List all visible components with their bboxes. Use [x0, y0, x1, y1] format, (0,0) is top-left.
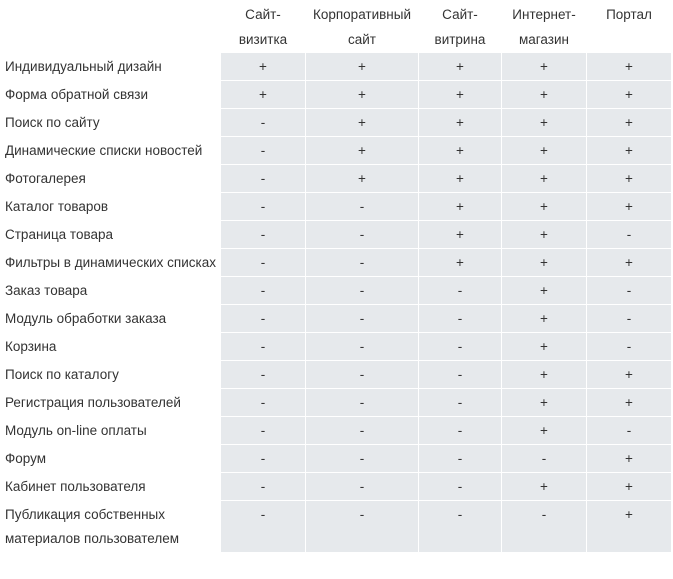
- availability-cell: -: [419, 473, 501, 500]
- availability-cell: -: [306, 361, 418, 388]
- availability-cell: +: [502, 249, 586, 276]
- availability-cell: -: [306, 389, 418, 416]
- availability-cell: +: [419, 221, 501, 248]
- feature-name-cell: Модуль on-line оплаты: [0, 417, 220, 444]
- availability-cell: +: [419, 165, 501, 192]
- feature-name-cell: Страница товара: [0, 221, 220, 248]
- availability-cell: -: [221, 249, 305, 276]
- header-row: [0, 0, 671, 52]
- availability-cell: -: [306, 501, 418, 552]
- table-row: [0, 277, 671, 304]
- header-business-card-site: Сайт-визитка: [221, 0, 305, 52]
- table-row: [0, 137, 671, 164]
- availability-cell: -: [502, 501, 586, 552]
- availability-cell: +: [587, 361, 671, 388]
- availability-cell: -: [221, 501, 305, 552]
- availability-cell: +: [419, 81, 501, 108]
- availability-cell: +: [502, 277, 586, 304]
- availability-cell: -: [306, 473, 418, 500]
- feature-name-cell: Фильтры в динамических списках: [0, 249, 220, 276]
- availability-cell: +: [502, 361, 586, 388]
- availability-cell: -: [419, 445, 501, 472]
- availability-cell: +: [502, 389, 586, 416]
- availability-cell: -: [587, 333, 671, 360]
- feature-name-cell: Кабинет пользователя: [0, 473, 220, 500]
- availability-cell: -: [221, 193, 305, 220]
- availability-cell: +: [419, 53, 501, 80]
- availability-cell: -: [221, 333, 305, 360]
- availability-cell: +: [587, 109, 671, 136]
- availability-cell: +: [419, 137, 501, 164]
- availability-cell: +: [587, 501, 671, 552]
- availability-cell: +: [306, 81, 418, 108]
- availability-cell: -: [587, 305, 671, 332]
- availability-cell: +: [502, 165, 586, 192]
- feature-name-cell: Модуль обработки заказа: [0, 305, 220, 332]
- availability-cell: +: [306, 165, 418, 192]
- header-online-store: Интернет-магазин: [502, 0, 586, 52]
- feature-name-cell: Каталог товаров: [0, 193, 220, 220]
- feature-name-cell: Форма обратной связи: [0, 81, 220, 108]
- availability-cell: +: [587, 249, 671, 276]
- table-row: [0, 389, 671, 416]
- availability-cell: -: [221, 137, 305, 164]
- availability-cell: -: [221, 165, 305, 192]
- availability-cell: -: [419, 389, 501, 416]
- availability-cell: -: [306, 193, 418, 220]
- availability-cell: +: [587, 137, 671, 164]
- table-row: [0, 53, 671, 80]
- availability-cell: +: [587, 389, 671, 416]
- availability-cell: +: [502, 473, 586, 500]
- availability-cell: +: [502, 417, 586, 444]
- table-row: [0, 333, 671, 360]
- table-row: [0, 249, 671, 276]
- availability-cell: -: [502, 445, 586, 472]
- availability-cell: -: [221, 445, 305, 472]
- availability-cell: -: [306, 277, 418, 304]
- table-row: [0, 473, 671, 500]
- feature-name-cell: Фотогалерея: [0, 165, 220, 192]
- feature-name-cell: Публикация собственных материалов пользователем: [0, 501, 220, 552]
- table-row: [0, 81, 671, 108]
- feature-name-cell: Динамические списки новостей: [0, 137, 220, 164]
- table-row: [0, 165, 671, 192]
- availability-cell: +: [419, 249, 501, 276]
- table-row: [0, 417, 671, 444]
- availability-cell: -: [419, 361, 501, 388]
- availability-cell: +: [587, 53, 671, 80]
- availability-cell: -: [306, 417, 418, 444]
- availability-cell: +: [587, 445, 671, 472]
- feature-name-cell: Заказ товара: [0, 277, 220, 304]
- availability-cell: -: [306, 249, 418, 276]
- feature-name-cell: Индивидуальный дизайн: [0, 53, 220, 80]
- availability-cell: -: [306, 445, 418, 472]
- feature-name-cell: Регистрация пользователей: [0, 389, 220, 416]
- availability-cell: -: [221, 361, 305, 388]
- availability-cell: -: [221, 417, 305, 444]
- header-corporate-site: Корпоративный сайт: [306, 0, 418, 52]
- availability-cell: +: [221, 81, 305, 108]
- availability-cell: -: [419, 501, 501, 552]
- header-showcase-site: Сайт-витрина: [419, 0, 501, 52]
- table-row: [0, 501, 671, 552]
- availability-cell: +: [502, 193, 586, 220]
- availability-cell: +: [419, 193, 501, 220]
- availability-cell: -: [306, 305, 418, 332]
- availability-cell: +: [502, 137, 586, 164]
- header-portal: Портал: [587, 0, 671, 52]
- availability-cell: -: [221, 277, 305, 304]
- availability-cell: -: [221, 305, 305, 332]
- availability-cell: +: [587, 81, 671, 108]
- availability-cell: -: [221, 473, 305, 500]
- availability-cell: +: [502, 53, 586, 80]
- availability-cell: +: [306, 53, 418, 80]
- availability-cell: -: [221, 109, 305, 136]
- availability-cell: +: [502, 221, 586, 248]
- table-row: [0, 221, 671, 248]
- availability-cell: -: [419, 277, 501, 304]
- availability-cell: +: [502, 81, 586, 108]
- availability-cell: -: [221, 221, 305, 248]
- feature-name-cell: Поиск по каталогу: [0, 361, 220, 388]
- table-row: [0, 109, 671, 136]
- availability-cell: +: [587, 473, 671, 500]
- availability-cell: -: [221, 389, 305, 416]
- table-row: [0, 305, 671, 332]
- table-body: [0, 53, 671, 552]
- availability-cell: +: [587, 193, 671, 220]
- availability-cell: -: [587, 277, 671, 304]
- availability-cell: +: [502, 109, 586, 136]
- table-row: [0, 445, 671, 472]
- availability-cell: -: [587, 417, 671, 444]
- availability-cell: +: [502, 333, 586, 360]
- header-blank: [0, 0, 220, 52]
- availability-cell: -: [419, 417, 501, 444]
- availability-cell: -: [306, 333, 418, 360]
- availability-cell: -: [419, 333, 501, 360]
- availability-cell: +: [419, 109, 501, 136]
- availability-cell: -: [419, 305, 501, 332]
- table-row: [0, 361, 671, 388]
- availability-cell: +: [502, 305, 586, 332]
- availability-cell: +: [221, 53, 305, 80]
- availability-cell: -: [587, 221, 671, 248]
- availability-cell: -: [306, 221, 418, 248]
- availability-cell: +: [306, 137, 418, 164]
- feature-name-cell: Форум: [0, 445, 220, 472]
- availability-cell: +: [306, 109, 418, 136]
- table-row: [0, 193, 671, 220]
- feature-name-cell: Поиск по сайту: [0, 109, 220, 136]
- availability-cell: +: [587, 165, 671, 192]
- feature-name-cell: Корзина: [0, 333, 220, 360]
